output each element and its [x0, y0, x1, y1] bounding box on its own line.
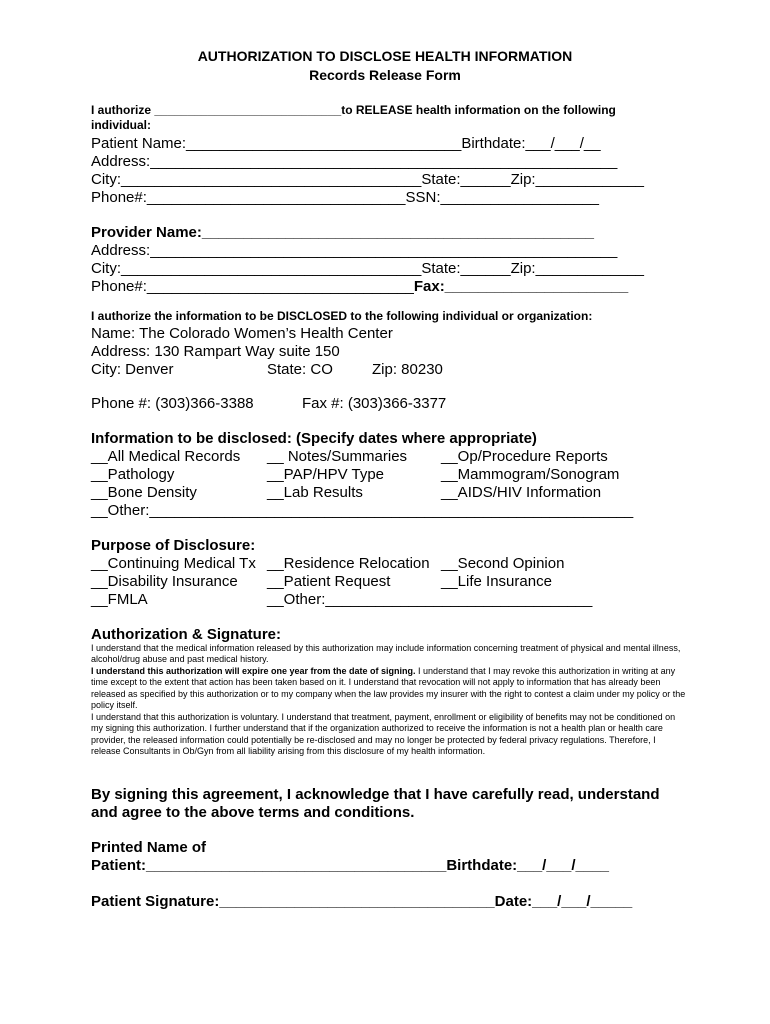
info-option-aids-hiv[interactable]: __AIDS/HIV Information	[441, 484, 602, 501]
purpose-option-other[interactable]: __Other:________________________________	[267, 591, 593, 608]
purpose-heading: Purpose of Disclosure:	[91, 537, 256, 554]
patient-city-field[interactable]: City:____________________________________State:______Zip:_____________	[91, 171, 645, 188]
purpose-option-patient-request[interactable]: __Patient Request	[267, 573, 391, 590]
purpose-option-life-insurance[interactable]: __Life Insurance	[441, 573, 552, 590]
agreement-line-1: By signing this agreement, I acknowledge that I have carefully read, understand	[91, 786, 660, 803]
recipient-state: State: CO	[267, 361, 333, 378]
recipient-city: City: Denver	[91, 361, 174, 378]
info-option-mammogram[interactable]: __Mammogram/Sonogram	[441, 466, 620, 483]
signature-heading: Authorization & Signature:	[91, 626, 281, 643]
recipient-name: Name: The Colorado Women’s Health Center	[91, 325, 393, 342]
terms-paragraph-1: I understand that the medical information released by this authorization may include information concerning treatment of physical and mental illness, alcohol/drug abuse and past medical history.	[91, 643, 681, 665]
recipient-phone: Phone #: (303)366-3388	[91, 395, 254, 412]
agreement-line-2: and agree to the above terms and conditions.	[91, 804, 415, 821]
info-option-other[interactable]: __Other:__________________________________________________________	[91, 502, 634, 519]
purpose-option-disability[interactable]: __Disability Insurance	[91, 573, 238, 590]
provider-fax-field[interactable]: Fax:______________________	[413, 278, 629, 295]
terms-paragraph-3: I understand that this authorization is voluntary. I understand that treatment, payment, enrollment or eligibility of benefits may not be conditioned on my signing this authorization. I further understand that if the organization authorized to receive the information is not a health plan or health care provider, the released information could potentially be re-disclosed and may no longer be protected by federal privacy regulations. Therefore, I release Consultants in Ob/Gyn from all liability arising from this disclosure of my health information.	[91, 712, 676, 757]
provider-address-field[interactable]: Address:________________________________________________________	[91, 242, 618, 259]
info-option-op-procedure[interactable]: __Op/Procedure Reports	[441, 448, 608, 465]
patient-printed-name-field[interactable]: Patient:____________________________________Birthdate:___/___/____	[91, 857, 609, 874]
authorize-line[interactable]: I authorize ____________________________to RELEASE health information on the following	[91, 103, 616, 117]
information-heading: Information to be disclosed: (Specify dates where appropriate)	[91, 430, 537, 447]
printed-name-label: Printed Name of	[91, 839, 207, 856]
authorize-line-cont: individual:	[91, 118, 151, 132]
form-subtitle: Records Release Form	[309, 67, 461, 83]
patient-name-field[interactable]: Patient Name:_________________________________Birthdate:___/___/__	[91, 135, 601, 152]
info-option-all-medical-records[interactable]: __All Medical Records	[91, 448, 241, 465]
info-option-notes-summaries[interactable]: __ Notes/Summaries	[267, 448, 408, 465]
purpose-option-continuing-tx[interactable]: __Continuing Medical Tx	[91, 555, 256, 572]
info-option-bone-density[interactable]: __Bone Density	[91, 484, 197, 501]
terms-expiry-statement: I understand this authorization will expire one year from the date of signing.	[91, 666, 416, 676]
info-option-pathology[interactable]: __Pathology	[91, 466, 175, 483]
patient-address-field[interactable]: Address:________________________________________________________	[91, 153, 618, 170]
info-option-lab-results[interactable]: __Lab Results	[267, 484, 363, 501]
recipient-address: Address: 130 Rampart Way suite 150	[91, 343, 340, 360]
terms-paragraph-2	[91, 666, 687, 712]
purpose-option-second-opinion[interactable]: __Second Opinion	[441, 555, 565, 572]
form-title: AUTHORIZATION TO DISCLOSE HEALTH INFORMATION	[197, 48, 573, 64]
provider-city-field[interactable]: City:____________________________________State:______Zip:_____________	[91, 260, 645, 277]
provider-phone-label: Phone#:	[91, 278, 147, 295]
terms-revocation-text: I understand that I may revoke this authorization in writing at any time except to the extent that action has been taken based on it. I understand that revocation will not apply to information that has already been released as specified by this authorization or to my company when the law provides my insurer with the right to contest a claim under my policy or the policy itself.	[91, 666, 686, 711]
provider-name-field[interactable]: Provider Name:_______________________________________________	[91, 224, 594, 241]
disclose-intro: I authorize the information to be DISCLOSED to the following individual or organization:	[91, 309, 593, 323]
recipient-fax: Fax #: (303)366-3377	[302, 395, 447, 412]
provider-phone-fax-field[interactable]	[91, 279, 628, 294]
purpose-option-fmla[interactable]: __FMLA	[91, 591, 148, 608]
provider-phone-blank[interactable]: ________________________________	[146, 278, 414, 295]
purpose-option-relocation[interactable]: __Residence Relocation	[267, 555, 430, 572]
recipient-zip: Zip: 80230	[372, 361, 443, 378]
info-option-pap-hpv[interactable]: __PAP/HPV Type	[267, 466, 385, 483]
patient-signature-field[interactable]: Patient Signature:_________________________________Date:___/___/_____	[91, 893, 633, 910]
patient-phone-field[interactable]: Phone#:_______________________________SSN:___________________	[91, 189, 600, 206]
